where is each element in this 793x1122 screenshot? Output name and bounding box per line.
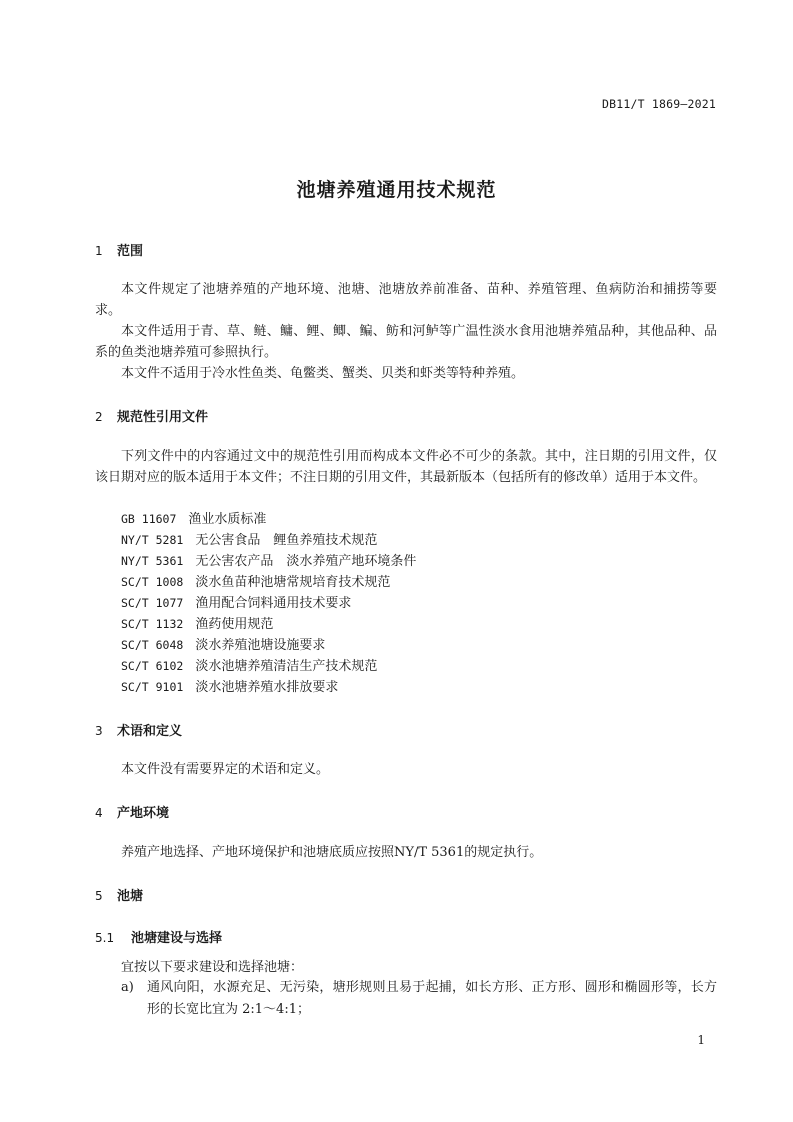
page-number: 1 — [697, 1033, 705, 1047]
reference-code: SC/T 6102 — [121, 659, 184, 673]
paragraph: 下列文件中的内容通过文中的规范性引用而构成本文件必不可少的条款。其中，注日期的引用文件，仅该日期对应的版本适用于本文件；不注日期的引用文件，其最新版本（包括所有的修改单）适用于本文件。 — [95, 449, 717, 485]
section-5-heading — [95, 885, 143, 904]
reference-code: SC/T 6048 — [121, 638, 184, 652]
reference-name: 无公害食品 鲤鱼养殖技术规范 — [195, 533, 378, 548]
reference-name: 渔用配合饲料通用技术要求 — [195, 596, 352, 611]
paragraph: 本文件规定了池塘养殖的产地环境、池塘、池塘放养前准备、苗种、养殖管理、鱼病防治和捕捞等要求。 — [95, 282, 717, 318]
document-code: DB11/T 1869—2021 — [602, 97, 716, 111]
section-2-heading — [95, 406, 208, 425]
reference-item — [121, 551, 416, 572]
section-title: 术语和定义 — [117, 724, 183, 739]
section-number: 3 — [95, 724, 103, 738]
reference-code: SC/T 9101 — [121, 680, 184, 694]
reference-list — [121, 509, 416, 698]
section-5-1-heading — [95, 927, 222, 946]
reference-item — [121, 509, 416, 530]
reference-code: GB 11607 — [121, 512, 177, 526]
reference-item — [121, 614, 416, 635]
reference-name: 无公害农产品 淡水养殖产地环境条件 — [195, 554, 417, 569]
reference-code: NY/T 5361 — [121, 554, 184, 568]
reference-name: 渔药使用规范 — [195, 617, 274, 632]
paragraph: 养殖产地选择、产地环境保护和池塘底质应按照NY/T 5361的规定执行。 — [121, 845, 543, 860]
paragraph: 本文件不适用于冷水性鱼类、龟鳖类、蟹类、贝类和虾类等特种养殖。 — [121, 366, 525, 381]
section-title: 池塘建设与选择 — [131, 931, 223, 946]
reference-code: SC/T 1132 — [121, 617, 184, 631]
reference-name: 渔业水质标准 — [188, 512, 267, 527]
section-number: 5.1 — [95, 931, 115, 945]
section-title: 产地环境 — [117, 806, 170, 821]
section-title: 范围 — [117, 244, 144, 259]
reference-code: NY/T 5281 — [121, 533, 184, 547]
section-4-heading — [95, 802, 169, 821]
section-number: 4 — [95, 806, 103, 820]
reference-item — [121, 530, 416, 551]
list-item — [121, 977, 717, 1021]
reference-item — [121, 572, 416, 593]
reference-item — [121, 677, 416, 698]
reference-item — [121, 593, 416, 614]
reference-item — [121, 635, 416, 656]
reference-code: SC/T 1077 — [121, 596, 184, 610]
paragraph: 本文件适用于青、草、鲢、鳙、鲤、鲫、鳊、鲂和河鲈等广温性淡水食用池塘养殖品种，其他品种、品系的鱼类池塘养殖可参照执行。 — [95, 324, 717, 360]
section-number: 5 — [95, 889, 103, 903]
section-number: 1 — [95, 244, 103, 258]
section-1-heading — [95, 240, 143, 259]
reference-name: 淡水养殖池塘设施要求 — [195, 638, 326, 653]
page-title: 池塘养殖通用技术规范 — [296, 179, 497, 201]
reference-name: 淡水池塘养殖清洁生产技术规范 — [195, 659, 378, 674]
list-marker: a) — [121, 980, 134, 995]
section-number: 2 — [95, 410, 103, 424]
paragraph: 宜按以下要求建设和选择池塘： — [121, 960, 304, 975]
list-item-text: 通风向阳，水源充足、无污染，塘形规则且易于起捕，如长方形、正方形、圆形和椭圆形等，长方形的长宽比宜为 2:1～4:1； — [147, 980, 717, 1017]
reference-item — [121, 656, 416, 677]
reference-code: SC/T 1008 — [121, 575, 184, 589]
reference-name: 淡水鱼苗种池塘常规培育技术规范 — [195, 575, 391, 590]
paragraph: 本文件没有需要界定的术语和定义。 — [121, 762, 330, 777]
section-title: 池塘 — [117, 889, 144, 904]
reference-name: 淡水池塘养殖水排放要求 — [195, 680, 339, 695]
section-title: 规范性引用文件 — [117, 410, 209, 425]
section-3-heading — [95, 720, 182, 739]
